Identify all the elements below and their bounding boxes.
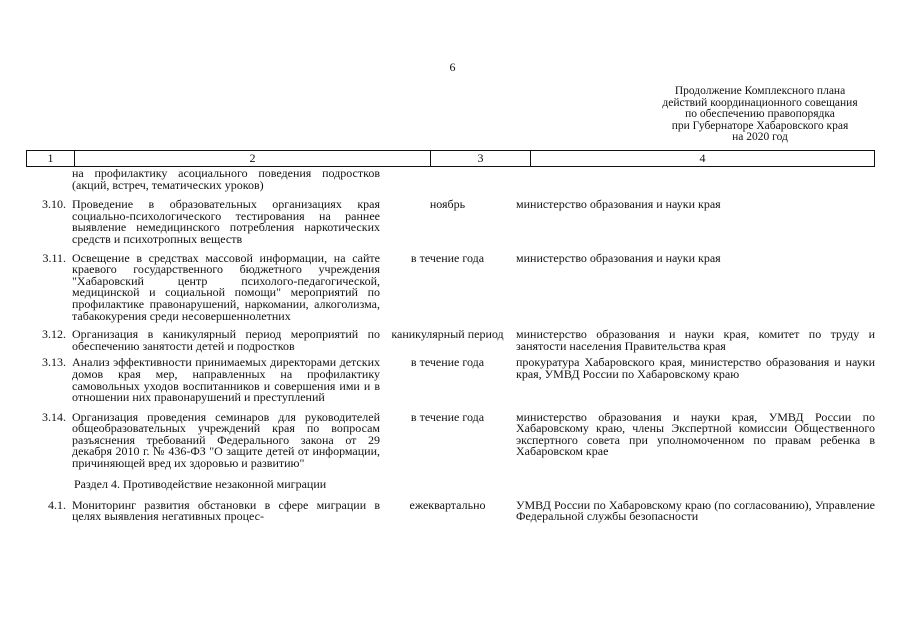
row-term: ежеквартально [409,497,486,512]
row-number: 3.11. [42,250,66,265]
row-term: в течение года [410,355,485,370]
row-responsible: министерство образования и науки края, комитет по труду и занятости населения Правительства края [516,327,875,353]
row-action: Проведение в образовательных организациях края социально-психологического тестирования на раннее выявление немедицинского потребления наркотических средств и психотропных веществ [72,197,380,246]
row-responsible: УМВД России по Хабаровскому краю (по согласованию), Управление Федеральной службы безопасности [516,497,875,524]
row-action: Освещение в средствах массовой информации, на сайте краевого государственного бюджетного учреждения "Хабаровский центр психолого-педагогической, медицинской и социальной помощи" мероприятий по профилактике правонарушений, наркомании, алкоголизма, табакокурения среди несовершеннолетних [72,250,380,323]
row-term: в течение года [410,250,485,265]
row-number: 3.13. [42,355,66,370]
table-row [26,409,875,471]
header-note-line: при Губернаторе Хабаровского края [671,119,849,132]
row-term [380,168,515,191]
row-responsible: прокуратура Хабаровского края, министерство образования и науки края, УМВД России по Хабаровскому краю [516,355,875,381]
row-responsible [515,168,875,191]
row-action: на профилактику асоциального поведения подростков (акций, встреч, тематических уроков) [72,166,380,192]
row-action: Мониторинг развития обстановки в сфере миграции в целях выявления негативных процес- [72,497,380,524]
row-number [26,168,70,191]
row-action: Анализ эффективности принимаемых директорами детских домов края мер, направленных на профилактику самовольных уходов воспитанников и совершения ими и в отношении них правонарушений и преступлений [72,355,380,405]
header-note-line: Продолжение Комплексного плана [674,85,846,97]
header-note-line: действий координационного совещания [662,96,858,109]
table-row [26,497,875,524]
section-title: Раздел 4. Противодействие незаконной миграции [74,476,327,491]
table-row [26,199,875,245]
row-term: в течение года [410,409,485,424]
table-row [26,329,875,352]
column-number-4: 4 [699,151,706,165]
row-number: 3.12. [42,327,66,342]
column-number-3: 3 [431,151,531,166]
plan-table-body [26,168,875,528]
row-number: 3.14. [42,409,66,424]
row-number: 4.1. [48,497,66,512]
row-action: Организация проведения семинаров для руководителей общеобразовательных учреждений края по вопросам разъяснения требований Федерального закона от 29 декабря 2010 г. № 436-ФЗ "О защите детей от информации, причиняющей вред их здоровью и развитию" [72,409,380,471]
column-number-2: 2 [75,151,431,166]
row-term: ноябрь [429,197,466,212]
page-number: 6 [449,60,456,74]
table-row [26,250,875,323]
row-responsible: министерство образования и науки края, УМВД России по Хабаровскому краю, члены Экспертной комиссии Общественного экспертного совета при уполномоченном по правам ребенка в Хабаровском крае [516,409,875,459]
header-note [600,86,905,144]
column-number-header [26,150,875,167]
row-responsible: министерство образования и науки края [516,250,721,265]
column-number-1: 1 [27,151,75,166]
row-responsible: министерство образования и науки края [516,197,721,212]
row-term: каникулярный период [391,327,504,342]
header-note-line: по обеспечению правопорядка [685,108,835,120]
table-row [26,357,875,403]
row-number: 3.10. [42,197,66,212]
row-action: Организация в каникулярный период мероприятий по обеспечению занятости детей и подростков [72,327,380,353]
header-note-line: на 2020 год [732,131,788,143]
table-row [26,168,875,191]
